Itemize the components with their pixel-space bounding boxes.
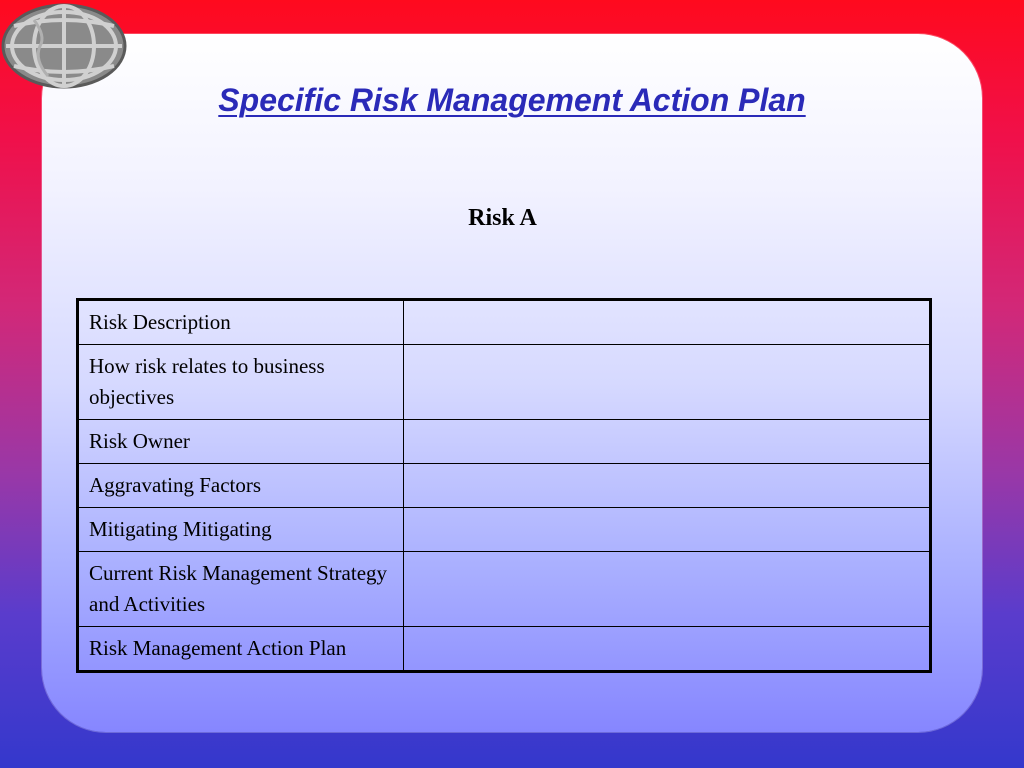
slide-subtitle: Risk A xyxy=(468,205,537,231)
risk-action-plan-table xyxy=(76,298,932,673)
row-value xyxy=(404,300,931,345)
row-label: Current Risk Management Strategy and Activities xyxy=(78,552,404,627)
row-label: Mitigating Mitigating xyxy=(78,508,404,552)
table-row xyxy=(78,552,931,627)
table-row xyxy=(78,300,931,345)
row-label: Risk Description xyxy=(78,300,404,345)
row-value xyxy=(404,552,931,627)
table-row xyxy=(78,345,931,420)
row-value xyxy=(404,420,931,464)
row-label: How risk relates to business objectives xyxy=(78,345,404,420)
row-label: Risk Owner xyxy=(78,420,404,464)
row-value xyxy=(404,508,931,552)
row-label: Risk Management Action Plan xyxy=(78,627,404,672)
table-row xyxy=(78,420,931,464)
row-value xyxy=(404,627,931,672)
globe-logo-icon xyxy=(0,0,130,92)
table-row xyxy=(78,464,931,508)
row-value xyxy=(404,345,931,420)
slide-title: Specific Risk Management Action Plan xyxy=(218,82,806,118)
table-row xyxy=(78,627,931,672)
row-value xyxy=(404,464,931,508)
table-row xyxy=(78,508,931,552)
row-label: Aggravating Factors xyxy=(78,464,404,508)
